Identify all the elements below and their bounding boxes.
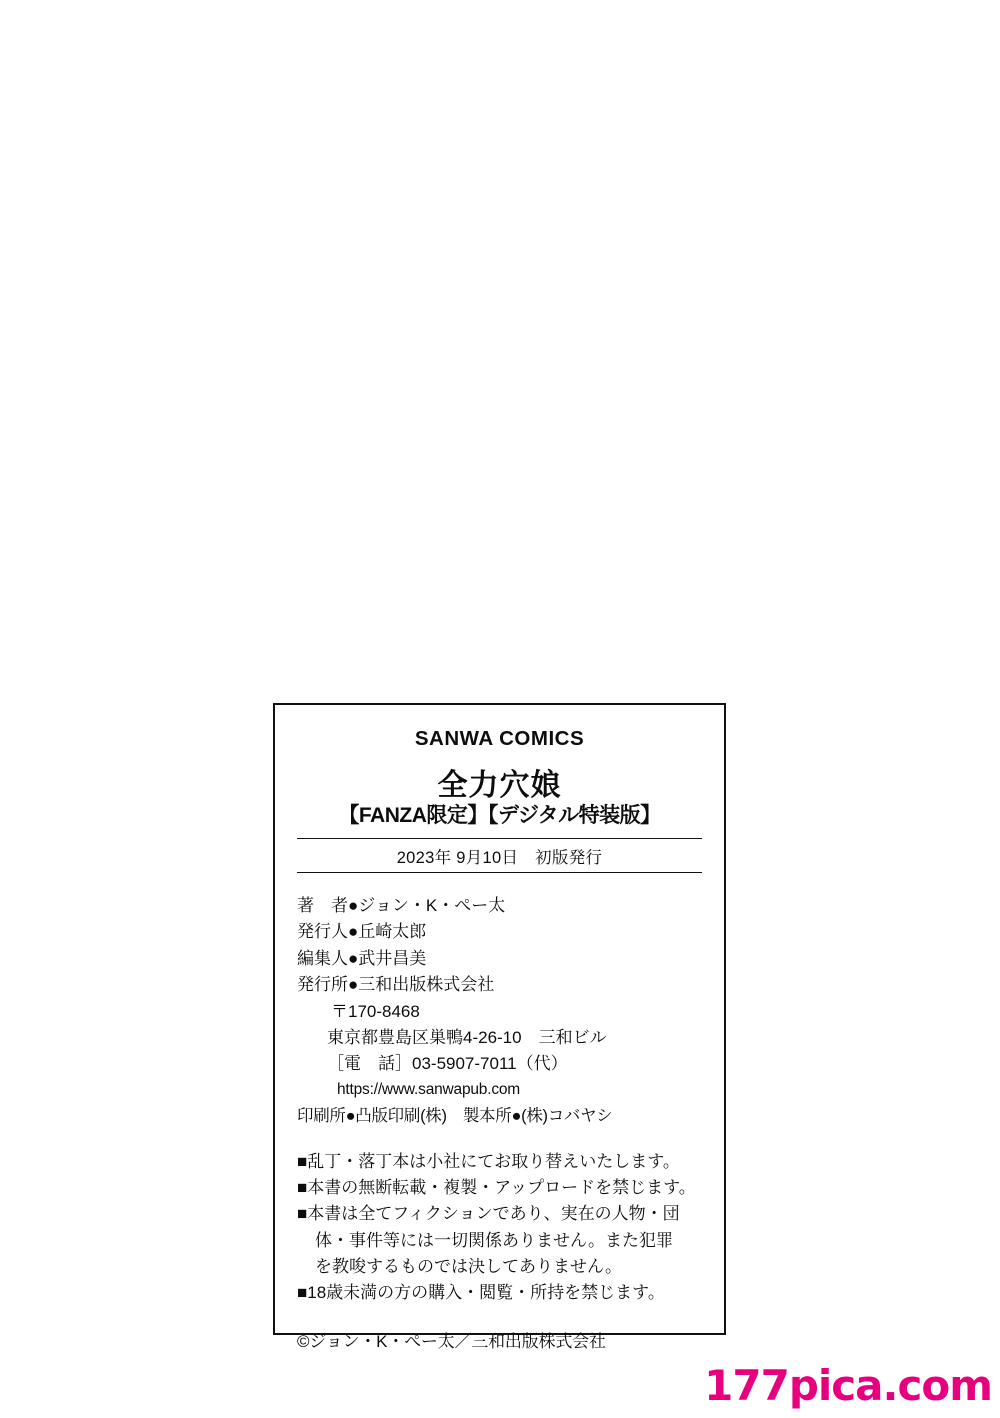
notice-fiction-line3: を教唆するものでは決してありません。 xyxy=(315,1256,623,1276)
book-edition: 【FANZA限定】【デジタル特装版】 xyxy=(338,804,661,827)
notice-defective-copies: ■乱丁・落丁本は小社にてお取り替えいたします。 xyxy=(297,1152,680,1172)
notice-fiction-line2: 体・事件等には一切関係ありません。また犯罪 xyxy=(315,1230,674,1250)
credit-editor: 編集人●武井昌美 xyxy=(297,948,427,968)
address: 東京都豊島区巣鴨4-26-10 三和ビル xyxy=(327,1027,607,1047)
publication-date-row xyxy=(297,838,702,873)
notice-age-restriction: ■18歳未満の方の購入・閲覧・所持を禁じます。 xyxy=(297,1282,665,1302)
colophon-box xyxy=(273,703,726,1352)
credit-author: 著 者●ジョン・K・ぺー太 xyxy=(297,896,506,916)
publication-date: 2023年 9月10日 初版発行 xyxy=(396,849,603,868)
phone-number: ［電 話］03-5907-7011（代） xyxy=(327,1054,568,1074)
notice-fiction-line1: ■本書は全てフィクションであり、実在の人物・団 xyxy=(297,1204,680,1224)
credits-block xyxy=(275,893,724,1129)
printer-info: 印刷所●凸版印刷(株) 製本所●(株)コバヤシ xyxy=(297,1106,613,1125)
book-title: 全力穴娘 xyxy=(437,769,562,802)
site-watermark: 177pica.com xyxy=(704,1361,992,1410)
title-block xyxy=(275,769,724,828)
credit-publisher-person: 発行人●丘崎太郎 xyxy=(297,922,427,942)
notices-block xyxy=(275,1149,724,1305)
imprint-name: SANWA COMICS xyxy=(414,727,585,750)
postal-code: 〒170-8468 xyxy=(331,1001,420,1021)
publisher-website-url[interactable]: https://www.sanwapub.com xyxy=(337,1080,521,1098)
notice-no-reproduction: ■本書の無断転載・複製・アップロードを禁じます。 xyxy=(297,1178,696,1198)
copyright-line: ©ジョン・K・ぺー太／三和出版株式会社 xyxy=(297,1332,606,1352)
credit-publisher-company: 発行所●三和出版株式会社 xyxy=(297,975,495,995)
